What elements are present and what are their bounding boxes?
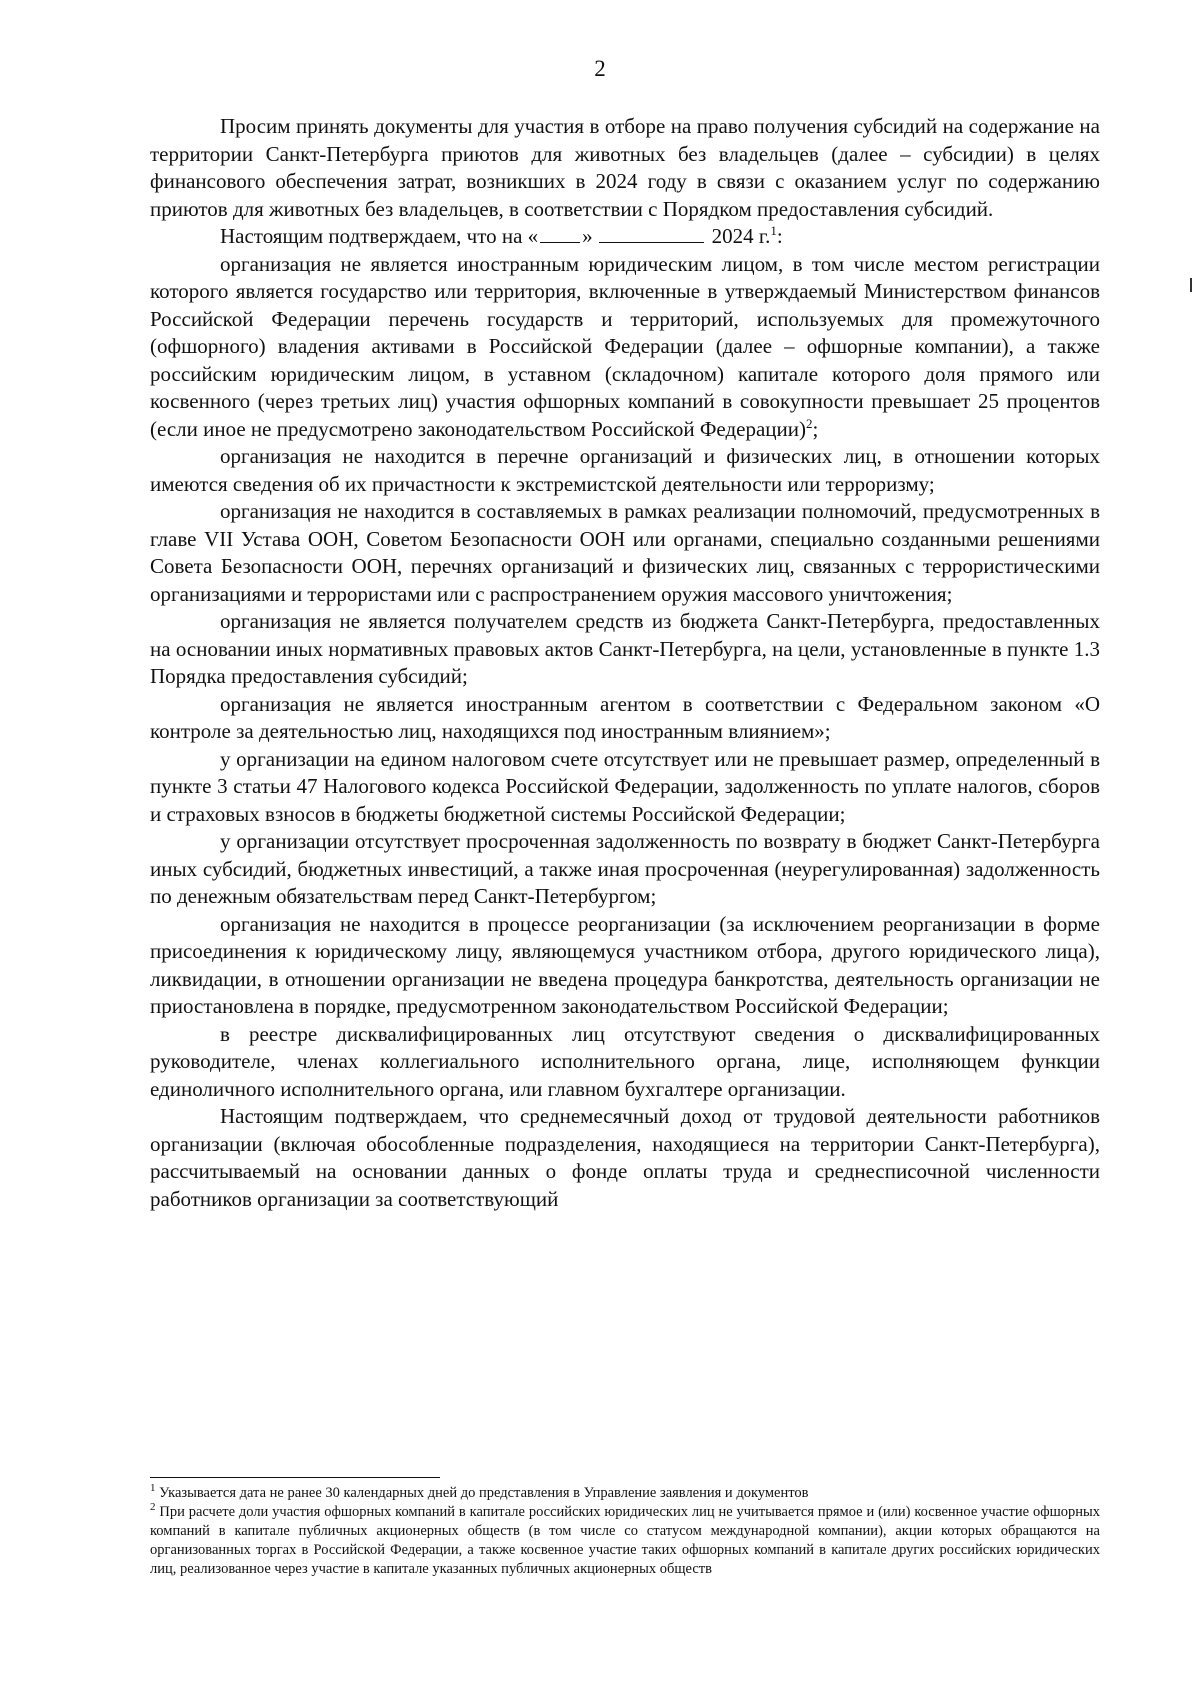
paragraph-budget-funds: организация не является получателем средств из бюджета Санкт-Петербурга, предоставленных на основании иных нормативных правовых актов Санкт-Петербурга, на цели, установленные в пункте 1.3 Порядка предоставления субсидий; [150,609,1100,688]
margin-mark [1190,278,1192,292]
offshore-text: организация не является иностранным юридическим лицом, в том числе местом регистрации которого является государство или территория, включенные в утверждаемый Министерством финансов Российской Федерации перечень государств и территорий, используемых для промежуточного (офшорного) владения активами в Российской Федерации (далее – офшорные компании), а также российским юридическим лицом, в уставном (складочном) капитале которого доля прямого или косвенного (через третьих лиц) участия офшорных компаний в совокупности превышает 25 процентов (если иное не предусмотрено законодательством Российской Федерации) [150,251,1100,441]
date-month-blank [599,224,704,243]
confirmation-mid: » [582,224,593,248]
date-day-blank [540,224,580,243]
footnote-ref-1: 1 [770,223,777,238]
paragraph-disqualified: в реестре дисквалифицированных лиц отсутствуют сведения о дисквалифицированных руководителе, членах коллегиального исполнительного органа, лице, исполняющем функции единоличного исполнительного органа, или главном бухгалтере организации. [150,1021,1100,1101]
paragraph-average-income: Настоящим подтверждаем, что среднемесячный доход от трудовой деятельности работников организации (включая обособленные подразделения, находящиеся на территории Санкт-Петербурга), рассчитываемый на основании данных о фонде оплаты труда и среднесписочной численности работников организации за соответствующий [150,1104,1100,1211]
footnote-1-mark: 1 [150,1482,156,1495]
paragraph-tax-debt: у организации на едином налоговом счете отсутствует или не превышает размер, определенный в пункте 3 статьи 47 Налогового кодекса Российской Федерации, задолженность по уплате налогов, сборов и страховых взносов в бюджеты бюджетной системы Российской Федерации; [150,746,1100,826]
paragraph-request: Просим принять документы для участия в отборе на право получения субсидий на содержание на территории Санкт-Петербурга приютов для животных без владельцев (далее – субсидии) в целях финансового обеспечения затрат, возникших в 2024 году в связи с оказанием услуг по содержанию приютов для животных без владельцев, в соответствии с Порядком предоставления субсидий. [150,114,1100,221]
paragraph-foreign-agent: организация не является иностранным агентом в соответствии с Федеральном законом «О контроле за деятельностью лиц, находящихся под иностранным влиянием»; [150,691,1100,743]
paragraph-overdue-debt: у организации отсутствует просроченная задолженность по возврату в бюджет Санкт-Петербурга иных субсидий, бюджетных инвестиций, а также иная просроченная (неурегулированная) задолженность по денежным обязательствам перед Санкт-Петербургом; [150,829,1100,908]
footnotes [150,1484,1100,1579]
footnote-1 [150,1484,1100,1503]
footnote-2 [150,1503,1100,1579]
confirmation-prefix: Настоящим подтверждаем, что на « [220,224,539,248]
paragraph-un-lists: организация не находится в составляемых в рамках реализации полномочий, предусмотренных в главе VII Устава ООН, Советом Безопасности ООН или органами, специально созданными решениями Совета Безопасности ООН, перечнях организаций и физических лиц, связанных с террористическими организациями и террористами или с распространением оружия массового уничтожения; [150,499,1100,606]
page-number: 2 [594,56,606,81]
paragraph-reorganization: организация не находится в процессе реорганизации (за исключением реорганизации в форме присоединения к юридическому лицу, являющемуся участником отбора, другого юридического лица), ликвидации, в отношении организации не введена процедура банкротства, деятельность организации не приостановлена в порядке, предусмотренном законодательством Российской Федерации; [150,911,1100,1018]
document-body [150,113,1100,1213]
footnote-2-text: При расчете доли участия офшорных компаний в капитале российских юридических лиц не учитывается прямое и (или) косвенное участие офшорных компаний в капитале публичных акционерных обществ (в том числе со статусом международной компании), акции которых обращаются на организованных торгах в Российской Федерации, а также косвенное участие таких офшорных компаний в капитале других российских юридических лиц, реализованное через участие в капитале указанных публичных акционерных обществ [150,1504,1101,1577]
footnote-2-mark: 2 [150,1501,156,1514]
footnote-separator [150,1477,440,1478]
paragraph-extremism: организация не находится в перечне организаций и физических лиц, в отношении которых имеются сведения об их причастности к экстремистской деятельности или терроризму; [150,444,1100,496]
paragraph-offshore [150,251,1100,444]
offshore-end: ; [812,416,819,441]
paragraph-confirmation-date [150,223,1100,251]
confirmation-year: 2024 г. [711,224,771,248]
footnote-1-text: Указывается дата не ранее 30 календарных дней до представления в Управление заявления и документов [159,1485,809,1501]
confirmation-colon: : [776,224,783,248]
footnote-ref-2: 2 [806,415,813,431]
